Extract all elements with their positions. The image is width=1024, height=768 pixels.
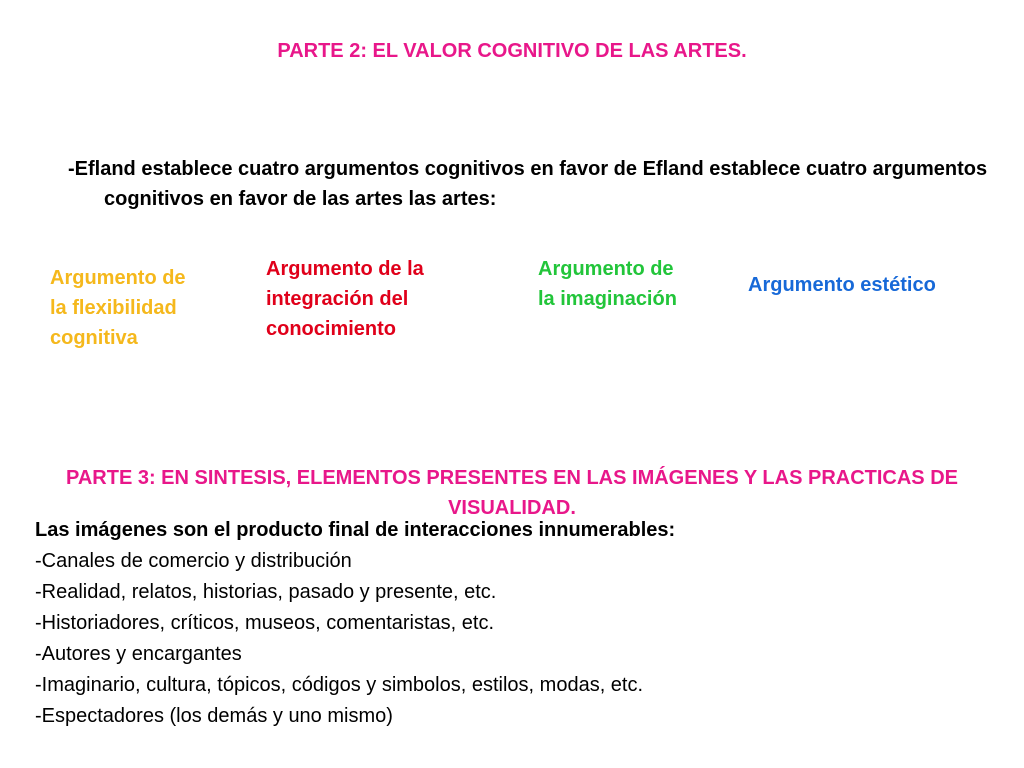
list-item: -Historiadores, críticos, museos, comentaristas, etc. xyxy=(35,612,495,634)
parte2-intro: -Efland establece cuatro argumentos cognitivos en favor de Efland establece cuatro argumentos cognitivos en favor de las artes las artes: xyxy=(68,158,988,210)
parte3-list xyxy=(35,515,935,732)
list-item: -Autores y encargantes xyxy=(35,643,242,665)
parte3-heading: Las imágenes son el producto final de interacciones innumerables: xyxy=(35,519,676,541)
parte2-title: PARTE 2: EL VALOR COGNITIVO DE LAS ARTES. xyxy=(277,40,747,62)
list-item: -Imaginario, cultura, tópicos, códigos y simbolos, estilos, modas, etc. xyxy=(35,674,644,696)
list-item: -Realidad, relatos, historias, pasado y presente, etc. xyxy=(35,581,497,603)
list-item: -Canales de comercio y distribución xyxy=(35,550,352,572)
argument-estetico: Argumento estético xyxy=(748,274,936,296)
argument-integracion-conocimiento: Argumento de la integración del conocimiento xyxy=(266,258,424,340)
argument-imaginacion: Argumento de la imaginación xyxy=(538,258,677,310)
list-item: -Espectadores (los demás y uno mismo) xyxy=(35,705,393,727)
parte3-title: PARTE 3: EN SINTESIS, ELEMENTOS PRESENTES EN LAS IMÁGENES Y LAS PRACTICAS DE VISUALIDAD. xyxy=(65,467,958,519)
argument-flexibilidad-cognitiva: Argumento de la flexibilidad cognitiva xyxy=(50,267,186,349)
